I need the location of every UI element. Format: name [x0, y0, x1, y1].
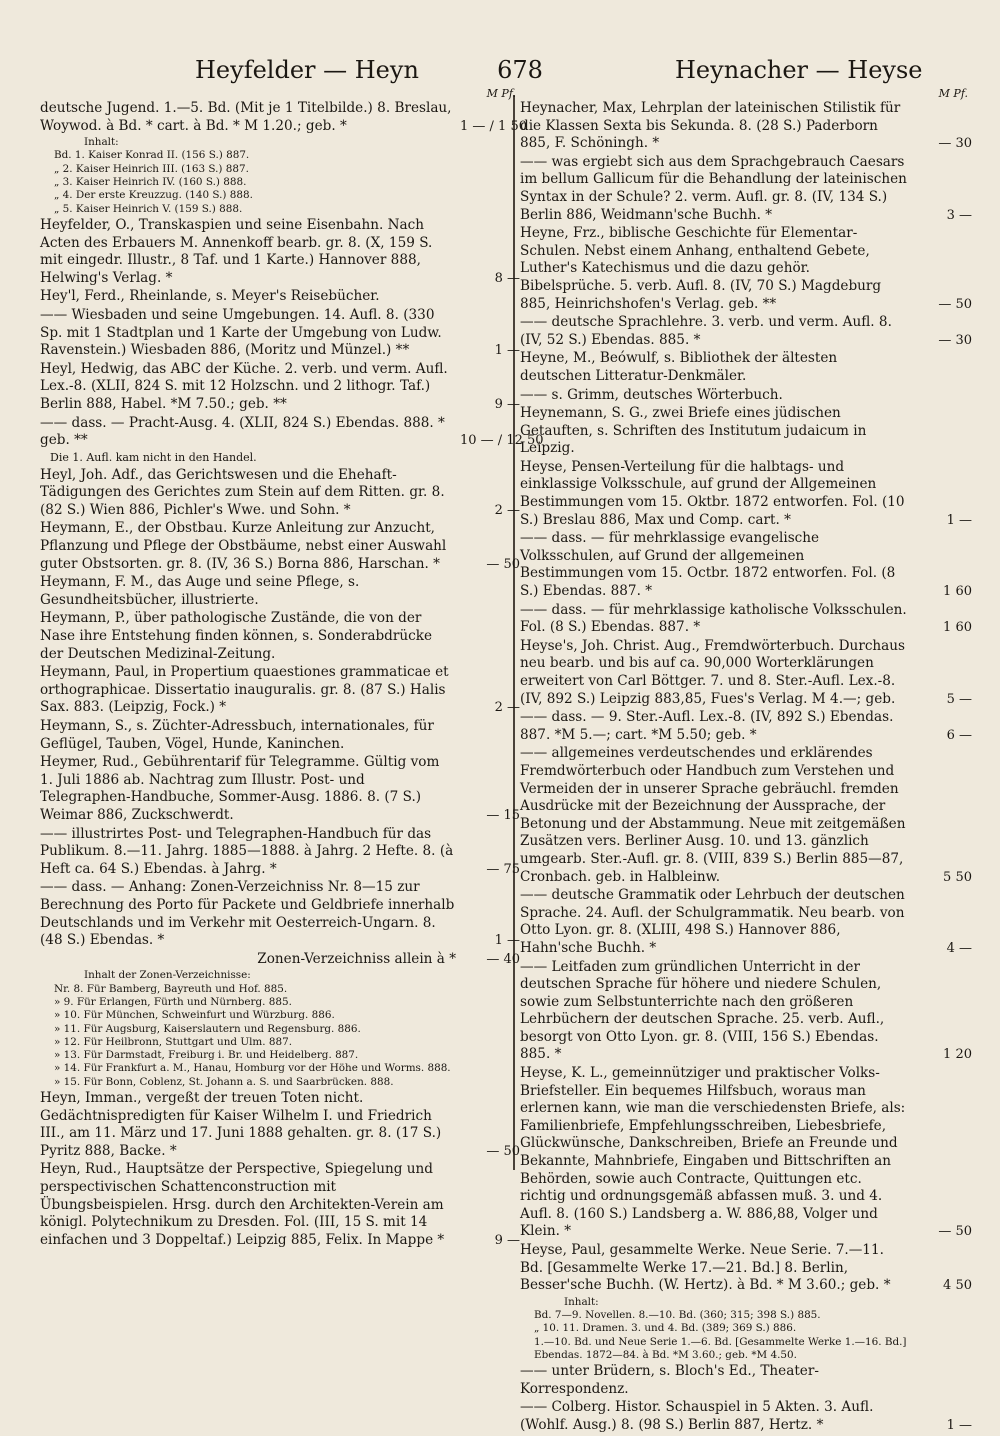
entry-text: Heyfelder, O., Transkaspien und seine Eisenbahn. Nach Acten des Erbauers M. Annenkoff bearb. gr. 8. (X, 159 S. mit eingedr. Illustr., 8 Taf. und 1 Karte.) Hannover 888, Helwing's Verlag. * [40, 216, 433, 286]
entry-price: 9 — [494, 1232, 520, 1248]
entry-text: —— Leitfaden zum gründlichen Unterricht in der deutschen Sprache für höhere und niedere Schulen, sowie zum Selbstunterrichte nach den größeren Lehrbüchern der deutschen Sprache. 25. verb. Aufl., besorgt von Otto Lyon. gr. 8. (VIII, 156 S.) Ebendas. 885. * [520, 958, 885, 1063]
contents-line: „ 4. Der erste Kreuzzug. (140 S.) 888. [54, 189, 253, 202]
contents-line: Nr. 8. Für Bamberg, Bayreuth und Hof. 885. [54, 982, 288, 995]
contents-line: Bd. 1. Kaiser Konrad II. (156 S.) 887. [54, 149, 250, 162]
catalog-entry [520, 745, 972, 886]
contents-line: „ 5. Kaiser Heinrich V. (159 S.) 888. [54, 202, 243, 215]
entry-text: Heymann, S., s. Züchter-Adressbuch, internationales, für Geflügel, Tauben, Vögel, Hunde, Kaninchen. [40, 718, 434, 752]
entry-price: 10 — / 12 50 [460, 433, 544, 449]
entry-price: 1 — / 1 50 [460, 118, 527, 134]
catalog-entry [520, 387, 972, 405]
entry-text: —— Wiesbaden und seine Umgebungen. 14. Aufl. 8. (330 Sp. mit 1 Stadtplan und 1 Karte der Umgebung von Ludw. Ravenstein.) Wiesbaden 886, (Moritz und Münzel.) ** [40, 306, 442, 359]
contents-line: » 11. Für Augsburg, Kaiserslautern und Regensburg. 886. [54, 1022, 361, 1035]
entry-price: 1 — [946, 512, 972, 528]
entry-price: 2 — [494, 700, 520, 716]
entry-price: 9 — [494, 396, 520, 412]
entry-text: —— unter Brüdern, s. Bloch's Ed., Theater-Korrespondenz. [520, 1363, 819, 1397]
catalog-entry [40, 217, 520, 287]
catalog-entry [40, 879, 520, 949]
entry-text: deutsche Jugend. 1.—5. Bd. (Mit je 1 Titelbilde.) 8. Breslau, Woywod. à Bd. * cart. à Bd. * M 1.20.; geb. * [40, 100, 452, 134]
entry-text: Heynemann, S. G., zwei Briefe eines jüdischen Getauften, s. Schriften des Institutum judaicum in Leipzig. [520, 405, 867, 457]
catalog-entry [40, 754, 520, 824]
entry-price: 5 — [946, 691, 972, 707]
catalog-entry [520, 602, 972, 637]
entry-price: — 15 [486, 807, 520, 823]
entry-text: Heymann, E., der Obstbau. Kurze Anleitung zur Anzucht, Pflanzung und Pflege der Obstbäume, nebst einer Auswahl guter Obstsorten. gr. 8. (IV, 36 S.) Borna 886, Harschan. * [40, 520, 447, 572]
entry-text: Heymer, Rud., Gebührentarif für Telegramme. Gültig vom 1. Juli 1886 ab. Nachtrag zum Illustr. Post- und Telegraphen-Handbuche, Sommer-Ausg. 1886. 8. (7 S.) Weimar 886, Zuckschwerdt. [40, 754, 440, 823]
entry-price: — 40 [486, 951, 520, 967]
contents-line: » 12. Für Heilbronn, Stuttgart und Ulm. 887. [54, 1035, 293, 1048]
entry-price: 1 — [946, 1418, 972, 1434]
contents-list [534, 1296, 972, 1362]
catalog-entry [520, 314, 972, 349]
running-head-right: Heynacher — Heyse [675, 56, 923, 84]
contents-line: » 10. Für München, Schweinfurt und Würzburg. 886. [54, 1009, 335, 1022]
entry-text: —— deutsche Sprachlehre. 3. verb. und verm. Aufl. 8. (IV, 52 S.) Ebendas. 885. * [520, 314, 892, 348]
entry-text: Heyl, Hedwig, das ABC der Küche. 2. verb. und verm. Aufl. Lex.-8. (XLII, 824 S. mit 12 Holzschn. und 2 lithogr. Taf.) Berlin 888, Habel. *M 7.50.; geb. ** [40, 360, 448, 412]
catalog-entry [520, 459, 972, 529]
contents-title: Inhalt: [564, 1295, 599, 1308]
catalog-entry [40, 520, 520, 573]
catalog-entry [520, 887, 972, 957]
catalog-entry [520, 1363, 972, 1398]
entry-text: —— deutsche Grammatik oder Lehrbuch der deutschen Sprache. 24. Aufl. der Schulgrammatik. Neu bearb. von Otto Lyon. gr. 8. (XLIII, 498 S.) Hannover 886, Hahn'sche Buchh. * [520, 887, 905, 956]
entry-text: —— allgemeines verdeutschendes und erklärendes Fremdwörterbuch oder Handbuch zum Verstehen und Vermeiden der in unserer Sprache gebräuchl. fremden Ausdrücke mit der Bezeichnung der Aussprache, der Betonung und der Abstammung. Neue mit zeitgemäßen Zusätzen vers. Berliner Ausg. 10. und 13. gänzlich umgearb. Ster.-Aufl. gr. 8. (VIII, 839 S.) Berlin 885—87, Cronbach. geb. in Halbleinw. [520, 745, 906, 885]
catalog-entry [520, 405, 972, 458]
contents-line: 1.—10. Bd. und Neue Serie 1.—6. Bd. [Gesammelte Werke 1.—16. Bd.] [534, 1335, 907, 1348]
entry-price: 5 50 [943, 869, 972, 885]
entry-price: — 75 [486, 861, 520, 877]
contents-line: » 14. Für Frankfurt a. M., Hanau, Homburg vor der Höhe und Worms. 888. [54, 1062, 451, 1075]
catalog-entry [520, 638, 972, 708]
catalog-entry [520, 1065, 972, 1241]
entry-text: Heymann, Paul, in Propertium quaestiones grammaticae et orthographicae. Dissertatio inauguralis. gr. 8. (87 S.) Halis Sax. 883. (Leipzig, Fock.) * [40, 664, 449, 716]
catalog-entry [40, 718, 520, 753]
entry-text: Heymann, F. M., das Auge und seine Pflege, s. Gesundheitsbücher, illustrierte. [40, 574, 360, 608]
entry-price: 4 — [946, 940, 972, 956]
entry-text: Zonen-Verzeichniss allein à * [257, 950, 456, 967]
catalog-entry [40, 288, 520, 306]
contents-line: Ebendas. 1872—84. à Bd. *M 3.60.; geb. *M 4.50. [534, 1348, 797, 1361]
entry-price: 6 — [946, 727, 972, 743]
entry-text: —— dass. — für mehrklassige katholische Volksschulen. Fol. (8 S.) Ebendas. 887. * [520, 601, 907, 636]
left-column [40, 87, 544, 1250]
page-number: 678 [497, 56, 543, 84]
catalog-entry [40, 1161, 520, 1249]
entry-price: 1 — [494, 343, 520, 359]
entry-price: — 50 [938, 296, 972, 312]
entry-price: — 50 [938, 1224, 972, 1240]
catalog-entry [40, 467, 520, 520]
entry-text: Heyse's, Joh. Christ. Aug., Fremdwörterbuch. Durchaus neu bearb. und bis auf ca. 90,000 Worterklärungen erweitert von Carl Böttger. 7. und 8. Ster.-Aufl. Lex.-8. (IV, 892 S.) Leipzig 883,85, Fues's Verlag. M 4.—; geb. [520, 637, 906, 707]
entry-text: Heynacher, Max, Lehrplan der lateinischen Stilistik für die Klassen Sexta bis Sekunda. 8. (28 S.) Paderborn 885, F. Schöningh. * [520, 100, 901, 152]
contents-title: Inhalt der Zonen-Verzeichnisse: [84, 969, 251, 982]
catalog-entry [520, 350, 972, 385]
entry-text: —— dass. — für mehrklassige evangelische Volksschulen, auf Grund der allgemeinen Bestimmungen vom 15. Octbr. 1872 entworfen. Fol. (8 S.) Ebendas. 887. * [520, 530, 896, 600]
entry-text: Heyn, Rud., Hauptsätze der Perspective, Spiegelung und perspectivischen Schattenconstruction mit Übungsbeispielen. Hrsg. durch den Architekten-Verein am königl. Polytechnikum zu Dresden. Fol. (III, 15 S. mit 14 einfachen und 3 Doppeltaf.) Leipzig 885, Felix. In Mappe * [40, 1161, 445, 1248]
entry-price: 2 — [494, 502, 520, 518]
catalog-entry [520, 1242, 972, 1295]
entry-text: Heyne, Frz., biblische Geschichte für Elementar-Schulen. Nebst einem Anhang, enthaltend Gebete, Luther's Katechismus und die dazu gehör. Bibelsprüche. 5. verb. Aufl. 8. (IV, 70 S.) Magdeburg 885, Heinrichshofen's Verlag. geb. ** [520, 225, 882, 312]
catalog-entry [40, 307, 520, 360]
entry-text: —— s. Grimm, deutsches Wörterbuch. [520, 386, 783, 403]
contents-list [54, 969, 520, 1089]
catalog-entry [40, 951, 520, 969]
money-header: M Pf. [486, 87, 516, 100]
entry-text: —— illustrirtes Post- und Telegraphen-Handbuch für das Publikum. 8.—11. Jahrg. 1885—1888. à Jahrg. 2 Hefte. 8. (à Heft ca. 64 S.) Ebendas. à Jahrg. * [40, 825, 454, 877]
catalog-entry [520, 530, 972, 600]
entry-price: 4 50 [943, 1278, 972, 1294]
contents-line: „ 3. Kaiser Heinrich IV. (160 S.) 888. [54, 176, 247, 189]
contents-line: Bd. 7—9. Novellen. 8.—10. Bd. (360; 315; 398 S.) 885. [534, 1309, 821, 1322]
entry-text: Heyse, Paul, gesammelte Werke. Neue Serie. 7.—11. Bd. [Gesammelte Werke 17.—21. Bd.] 8. Berlin, Besser'sche Buchh. (W. Hertz). à Bd. * M 3.60.; geb. * [520, 1242, 891, 1294]
entry-text: —— dass. — 9. Ster.-Aufl. Lex.-8. (IV, 892 S.) Ebendas. 887. *M 5.—; cart. *M 5.50; geb. * [520, 709, 894, 743]
catalog-entry [40, 100, 527, 135]
running-head-left: Heyfelder — Heyn [195, 56, 419, 84]
catalog-entry [520, 154, 972, 224]
entry-price: — 30 [938, 136, 972, 152]
contents-line: » 15. Für Bonn, Coblenz, St. Johann a. S. und Saarbrücken. 888. [54, 1075, 394, 1088]
entry-price: — 50 [486, 556, 520, 572]
catalog-entry [40, 414, 544, 450]
entry-price: — 30 [938, 332, 972, 348]
entry-text: Heyne, M., Beówulf, s. Bibliothek der ältesten deutschen Litteratur-Denkmäler. [520, 350, 838, 384]
entry-text: Hey'l, Ferd., Rheinlande, s. Meyer's Reisebücher. [40, 288, 380, 305]
contents-line: » 13. Für Darmstadt, Freiburg i. Br. und Heidelberg. 887. [54, 1049, 359, 1062]
entry-note: Die 1. Aufl. kam nicht in den Handel. [50, 450, 257, 464]
contents-title: Inhalt: [84, 136, 119, 149]
contents-list [54, 136, 520, 216]
catalog-entry [40, 361, 520, 414]
catalog-entry [40, 574, 520, 609]
contents-line: „ 2. Kaiser Heinrich III. (163 S.) 887. [54, 162, 249, 175]
contents-line: » 9. Für Erlangen, Fürth und Nürnberg. 885. [54, 995, 292, 1008]
entry-price: — 50 [486, 1143, 520, 1159]
entry-text: —— Colberg. Histor. Schauspiel in 5 Akten. 3. Aufl. (Wohlf. Ausg.) 8. (98 S.) Berlin 887, Hertz. * [520, 1399, 874, 1434]
entry-price: 3 — [946, 207, 972, 223]
catalog-entry [520, 709, 972, 744]
right-column [520, 88, 972, 1436]
entry-text: Heymann, P., über pathologische Zustände, die von der Nase ihre Entstehung finden können, s. Sonderabdrücke der Deutschen Medizinal-Zeitung. [40, 610, 433, 662]
entry-text: —— was ergiebt sich aus dem Sprachgebrauch Caesars im bellum Gallicum für die Behandlung der lateinischen Syntax in der Schule? 2. verm. Aufl. gr. 8. (IV, 134 S.) Berlin 886, Weidmann'sche Buchh. * [520, 153, 907, 223]
entry-price: 1 60 [943, 620, 972, 636]
entry-text: —— dass. — Anhang: Zonen-Verzeichniss Nr. 8—15 zur Berechnung des Porto für Packete und Geldbriefe innerhalb Deutschlands und im Verkehr mit Oesterreich-Ungarn. 8. (48 S.) Ebendas. * [40, 879, 455, 949]
entry-price: 1 20 [943, 1047, 972, 1063]
entry-text: Heyse, Pensen-Verteilung für die halbtags- und einklassige Volksschule, auf grund der Allgemeinen Bestimmungen vom 15. Oktbr. 1872 entworfen. Fol. (10 S.) Breslau 886, Max und Comp. cart. * [520, 458, 905, 528]
entry-text: Heyn, Imman., vergeßt der treuen Toten nicht. Gedächtnispredigten für Kaiser Wilhelm I. und Friedrich III., am 11. März und 17. Juni 1888 gehalten. gr. 8. (17 S.) Pyritz 888, Backe. * [40, 1089, 442, 1159]
catalog-entry [40, 610, 520, 663]
catalog-entry [520, 959, 972, 1065]
entry-text: Heyl, Joh. Adf., das Gerichtswesen und die Ehehaft-Tädigungen des Gerichtes zum Stein auf dem Ritten. gr. 8. (82 S.) Wien 886, Pichler's Wwe. und Sohn. * [40, 466, 445, 518]
catalog-entry [40, 664, 520, 717]
entry-price: 1 60 [943, 584, 972, 600]
entry-price: 1 — [494, 933, 520, 949]
catalog-entry [520, 100, 972, 153]
catalog-entry [40, 1090, 520, 1160]
catalog-entry [40, 826, 520, 879]
entry-price: 8 — [494, 270, 520, 286]
catalog-entry [520, 1399, 972, 1434]
contents-line: „ 10. 11. Dramen. 3. und 4. Bd. (389; 369 S.) 886. [534, 1322, 797, 1335]
entry-text: —— dass. — Pracht-Ausg. 4. (XLII, 824 S.) Ebendas. 888. * geb. ** [40, 414, 445, 449]
money-header: M Pf. [938, 87, 968, 100]
catalog-entry [520, 225, 972, 313]
entry-text: Heyse, K. L., gemeinnütziger und praktischer Volks-Briefsteller. Ein bequemes Hilfsbuch, woraus man erlernen kann, wie man die verschiedensten Briefe, als: Familienbriefe, Empfehlungsschreiben, Liebesbriefe, Glückwünsche, Dankschreiben, Briefe an Freunde und Bekannte, Mahnbriefe, Eingaben und Bittschriften an Behörden, sowie auch Contracte, Quittungen etc. richtig und ordnungsgemäß abfassen muß. 3. und 4. Aufl. 8. (160 S.) Landsberg a. W. 886,88, Volger und Klein. * [520, 1065, 906, 1240]
